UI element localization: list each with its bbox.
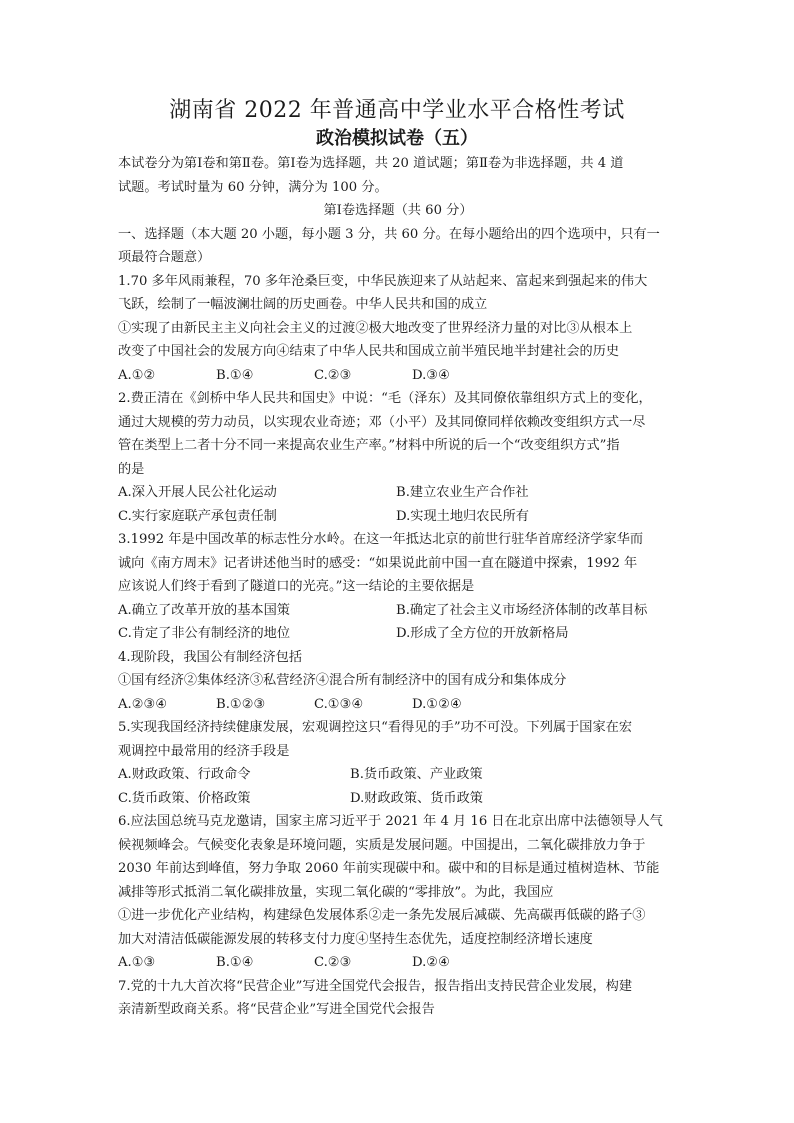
q6-statements: ①进一步优化产业结构，构建绿色发展体系②走一条先发展后减碳、先高碳再低碳的路子③ [118,908,646,923]
q4-statements: ①国有经济②集体经济③私营经济④混合所有制经济中的国有成分和集体成分 [118,673,567,688]
instructions-line: 一、选择题（本大题 20 小题，每小题 3 分，共 60 分。在每小题给出的四个选项中，只有一 [118,226,660,242]
q2-stem: 管在类型上二者十分不同一来提高农业生产率。”材料中所说的后一个“改变组织方式”指 [118,438,620,453]
option-c[interactable]: C.①③④ [314,696,364,712]
option-d[interactable]: D.财政政策、货币政策 [350,790,483,806]
option-b[interactable]: B.确定了社会主义市场经济体制的改革目标 [396,602,648,618]
option-d[interactable]: D.②④ [412,955,450,970]
option-d[interactable]: D.实现土地归农民所有 [396,508,529,524]
option-d[interactable]: D.①②④ [412,696,462,712]
q5-options [118,787,678,811]
intro-line: 本试卷分为第Ⅰ卷和第Ⅱ卷。第Ⅰ卷为选择题，共 20 道试题；第Ⅱ卷为非选择题，共 4 道 [118,156,624,171]
q5-stem: 5.实现我国经济持续健康发展，宏观调控这只“看得见的手”功不可没。下列属于国家在宏 [118,720,632,735]
q6-stem: 减排等形式抵消二氧化碳排放量，实现二氧化碳的“零排放”。为此，我国应 [118,884,554,900]
q1-statements: 改变了中国社会的发展方向④结束了中华人民共和国成立前半殖民地半封建社会的历史 [118,344,620,359]
option-b[interactable]: B.建立农业生产合作社 [396,485,529,500]
q2-options [118,481,678,505]
q3-stem: 3.1992 年是中国改革的标志性分水岭。在这一年抵达北京的前世行驻华首席经济学家华而 [118,532,644,547]
q2-stem: 通过大规模的劳力动员，以实现农业奇迹；邓（小平）及其同僚同样依赖改变组织方式一尽 [118,414,646,430]
q7-stem: 7.党的十九大首次将“民营企业”写进全国党代会报告，报告指出支持民营企业发展，构建 [118,978,632,994]
q2-stem: 的是 [118,461,145,477]
option-b[interactable]: B.①④ [216,367,254,383]
q1-options [118,364,678,388]
option-a[interactable]: A.财政政策、行政命令 [118,767,251,782]
q2-stem: 2.费正清在《剑桥中华人民共和国史》中说：“毛（泽东）及其同僚依靠组织方式上的变化， [118,391,652,406]
q1-statements: ①实现了由新民主主义向社会主义的过渡②极大地改变了世界经济力量的对比③从根本上 [118,320,633,336]
q3-stem: 诚向《南方周末》记者讲述他当时的感受：“如果说此前中国一直在隧道中探索，1992 年 [118,555,638,571]
q5-options [118,763,678,787]
q3-options [118,599,678,623]
q6-statements: 加大对清洁低碳能源发展的转移支付力度④坚持生态优先，适度控制经济增长速度 [118,931,593,947]
option-b[interactable]: B.货币政策、产业政策 [350,767,483,782]
q2-options [118,505,678,529]
q7-stem: 亲清新型政商关系。将“民营企业”写进全国党代会报告 [118,1002,435,1017]
q6-stem: 6.应法国总统马克龙邀请，国家主席习近平于 2021 年 4 月 16 日在北京出席中法德领导人气 [118,814,663,829]
option-a[interactable]: A.深入开展人民公社化运动 [118,485,277,500]
option-a[interactable]: A.②③④ [118,696,168,712]
q4-stem: 4.现阶段，我国公有制经济包括 [118,649,303,665]
q6-stem: 候视频峰会。气候变化表象是环境问题，实质是发展问题。中国提出，二氧化碳排放力争于 [118,837,646,853]
q6-stem: 2030 年前达到峰值，努力争取 2060 年前实现碳中和。碳中和的目标是通过植树造林、节能 [118,861,660,876]
q5-stem: 观调控中最常用的经济手段是 [118,743,290,759]
instructions-line: 项最符合题意） [118,250,211,265]
exam-body [118,152,678,1022]
intro-line: 试题。考试时量为 60 分钟，满分为 100 分。 [118,179,388,195]
exam-title: 湖南省 2022 年普通高中学业水平合格性考试 [169,98,625,123]
section-title: 第Ⅰ卷选择题（共 60 分） [323,203,473,218]
q3-stem: 应该说人们终于看到了隧道口的光亮。”这一结论的主要依据是 [118,579,475,594]
option-a[interactable]: A.确立了改革开放的基本国策 [118,602,290,618]
option-c[interactable]: C.货币政策、价格政策 [118,790,251,806]
exam-subtitle: 政治模拟试卷（五） [316,128,478,149]
option-c[interactable]: C.实行家庭联产承包责任制 [118,508,277,524]
option-a[interactable]: A.①③ [118,955,156,970]
q4-options [118,693,678,717]
option-c[interactable]: C.②③ [314,955,352,970]
q1-stem: 1.70 多年风雨兼程，70 多年沧桑巨变，中华民族迎来了从站起来、富起来到强起来的伟大 [118,273,648,289]
option-b[interactable]: B.①④ [216,955,254,970]
option-c[interactable]: C.②③ [314,367,352,383]
option-c[interactable]: C.肯定了非公有制经济的地位 [118,626,291,641]
option-d[interactable]: D.③④ [412,367,450,383]
option-b[interactable]: B.①②③ [216,696,266,712]
option-d[interactable]: D.形成了全方位的开放新格局 [396,626,569,641]
option-a[interactable]: A.①② [118,367,156,383]
q3-options [118,622,678,646]
q1-stem: 飞跃，绘制了一幅波澜壮阔的历史画卷。中华人民共和国的成立 [118,297,488,312]
q6-options [118,951,678,975]
